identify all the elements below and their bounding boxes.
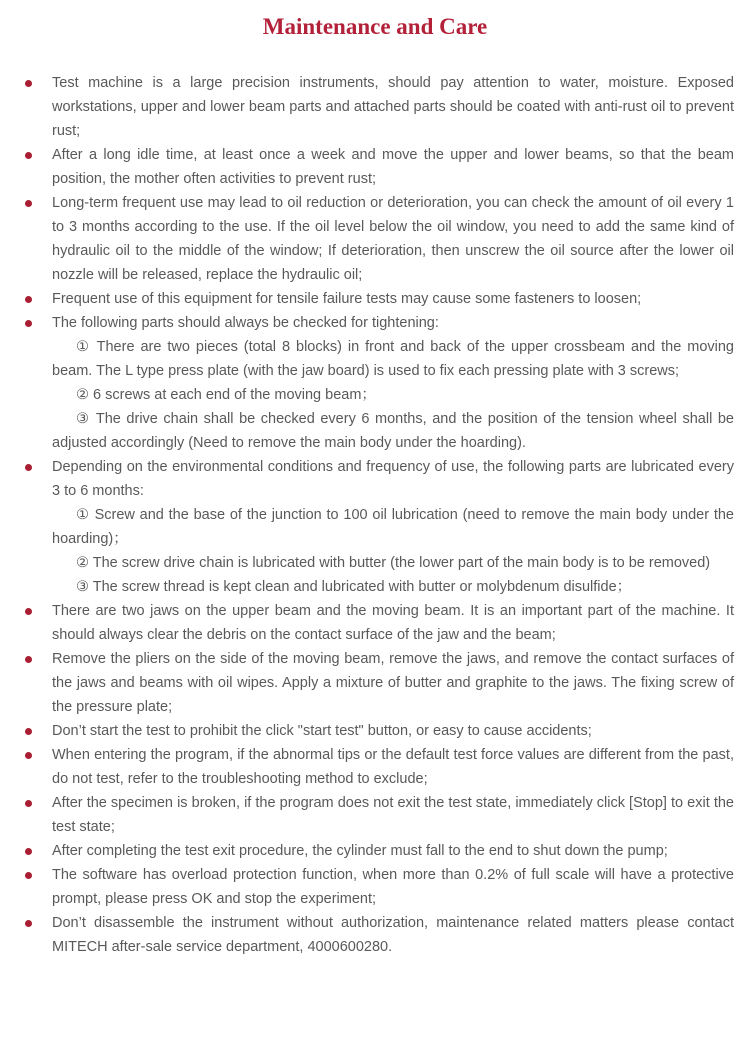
bullet-item xyxy=(0,287,750,311)
bullet-item xyxy=(0,911,750,959)
bullet-dot-icon xyxy=(25,752,32,759)
bullet-item xyxy=(0,71,750,143)
item-text: ② 6 screws at each end of the moving beam； xyxy=(76,387,376,403)
sub-item xyxy=(0,575,750,599)
sub-item xyxy=(0,335,750,383)
bullet-dot-icon xyxy=(25,800,32,807)
bullet-dot-icon xyxy=(25,464,32,471)
bullet-item xyxy=(0,719,750,743)
item-text: There are two jaws on the upper beam and the moving beam. It is an important part of the machine. It should always clear the debris on the contact surface of the jaw and the beam; xyxy=(52,603,734,643)
bullet-dot-icon xyxy=(25,152,32,159)
bullet-item xyxy=(0,143,750,191)
bullet-item xyxy=(0,311,750,335)
bullet-dot-icon xyxy=(25,608,32,615)
item-text: Don’t disassemble the instrument without authorization, maintenance related matters please contact MITECH after-sale service department, 4000600280. xyxy=(52,915,734,955)
bullet-item xyxy=(0,647,750,719)
bullet-dot-icon xyxy=(25,728,32,735)
item-text: Long-term frequent use may lead to oil reduction or deterioration, you can check the amount of oil every 1 to 3 months according to the use. If the oil level below the oil window, you need to add the same kind of hydraulic oil to the middle of the window; If deterioration, then unscrew the oil source after the lower oil nozzle will be released, replace the hydraulic oil; xyxy=(52,195,734,283)
item-text: The following parts should always be checked for tightening: xyxy=(52,315,439,331)
item-text: Test machine is a large precision instruments, should pay attention to water, moisture. Exposed workstations, upper and lower beam parts and attached parts should be coated with anti-rust oil to prevent rust; xyxy=(52,75,734,139)
bullet-item xyxy=(0,743,750,791)
bullet-dot-icon xyxy=(25,200,32,207)
bullet-item xyxy=(0,863,750,911)
item-text: After completing the test exit procedure, the cylinder must fall to the end to shut down the pump; xyxy=(52,843,668,859)
bullet-dot-icon xyxy=(25,872,32,879)
bullet-dot-icon xyxy=(25,320,32,327)
sub-item xyxy=(0,503,750,551)
bullet-item xyxy=(0,455,750,503)
item-text: Remove the pliers on the side of the moving beam, remove the jaws, and remove the contact surfaces of the jaws and beams with oil wipes. Apply a mixture of butter and graphite to the jaws. The fixing screw of the pressure plate; xyxy=(52,651,734,715)
sub-item xyxy=(0,383,750,407)
bullet-item xyxy=(0,599,750,647)
item-text: ① There are two pieces (total 8 blocks) in front and back of the upper crossbeam and the moving beam. The L type press plate (with the jaw board) is used to fix each pressing plate with 3 screws; xyxy=(52,339,734,379)
item-text: ③ The screw thread is kept clean and lubricated with butter or molybdenum disulfide； xyxy=(76,579,632,595)
bullet-list xyxy=(0,71,750,959)
item-text: The software has overload protection function, when more than 0.2% of full scale will have a protective prompt, please press OK and stop the experiment; xyxy=(52,867,734,907)
item-text: Frequent use of this equipment for tensile failure tests may cause some fasteners to loosen; xyxy=(52,291,642,307)
page-title: Maintenance and Care xyxy=(262,14,488,39)
item-text: ③ The drive chain shall be checked every 6 months, and the position of the tension wheel shall be adjusted accordingly (Need to remove the main body under the hoarding). xyxy=(52,411,734,451)
bullet-dot-icon xyxy=(25,80,32,87)
bullet-item xyxy=(0,791,750,839)
item-text: ② The screw drive chain is lubricated with butter (the lower part of the main body is to be removed) xyxy=(76,555,711,571)
sub-item xyxy=(0,551,750,575)
bullet-dot-icon xyxy=(25,296,32,303)
item-text: When entering the program, if the abnormal tips or the default test force values are different from the past, do not test, refer to the troubleshooting method to exclude; xyxy=(52,747,734,787)
bullet-item xyxy=(0,191,750,287)
bullet-dot-icon xyxy=(25,920,32,927)
bullet-dot-icon xyxy=(25,848,32,855)
item-text: ① Screw and the base of the junction to 100 oil lubrication (need to remove the main body under the hoarding)； xyxy=(52,507,734,547)
item-text: Depending on the environmental conditions and frequency of use, the following parts are lubricated every 3 to 6 months: xyxy=(52,459,734,499)
item-text: Don’t start the test to prohibit the click "start test" button, or easy to cause accidents; xyxy=(52,723,592,739)
item-text: After the specimen is broken, if the program does not exit the test state, immediately click [Stop] to exit the test state; xyxy=(52,795,734,835)
item-text: After a long idle time, at least once a week and move the upper and lower beams, so that the beam position, the mother often activities to prevent rust; xyxy=(52,147,734,187)
bullet-dot-icon xyxy=(25,656,32,663)
bullet-item xyxy=(0,839,750,863)
sub-item xyxy=(0,407,750,455)
